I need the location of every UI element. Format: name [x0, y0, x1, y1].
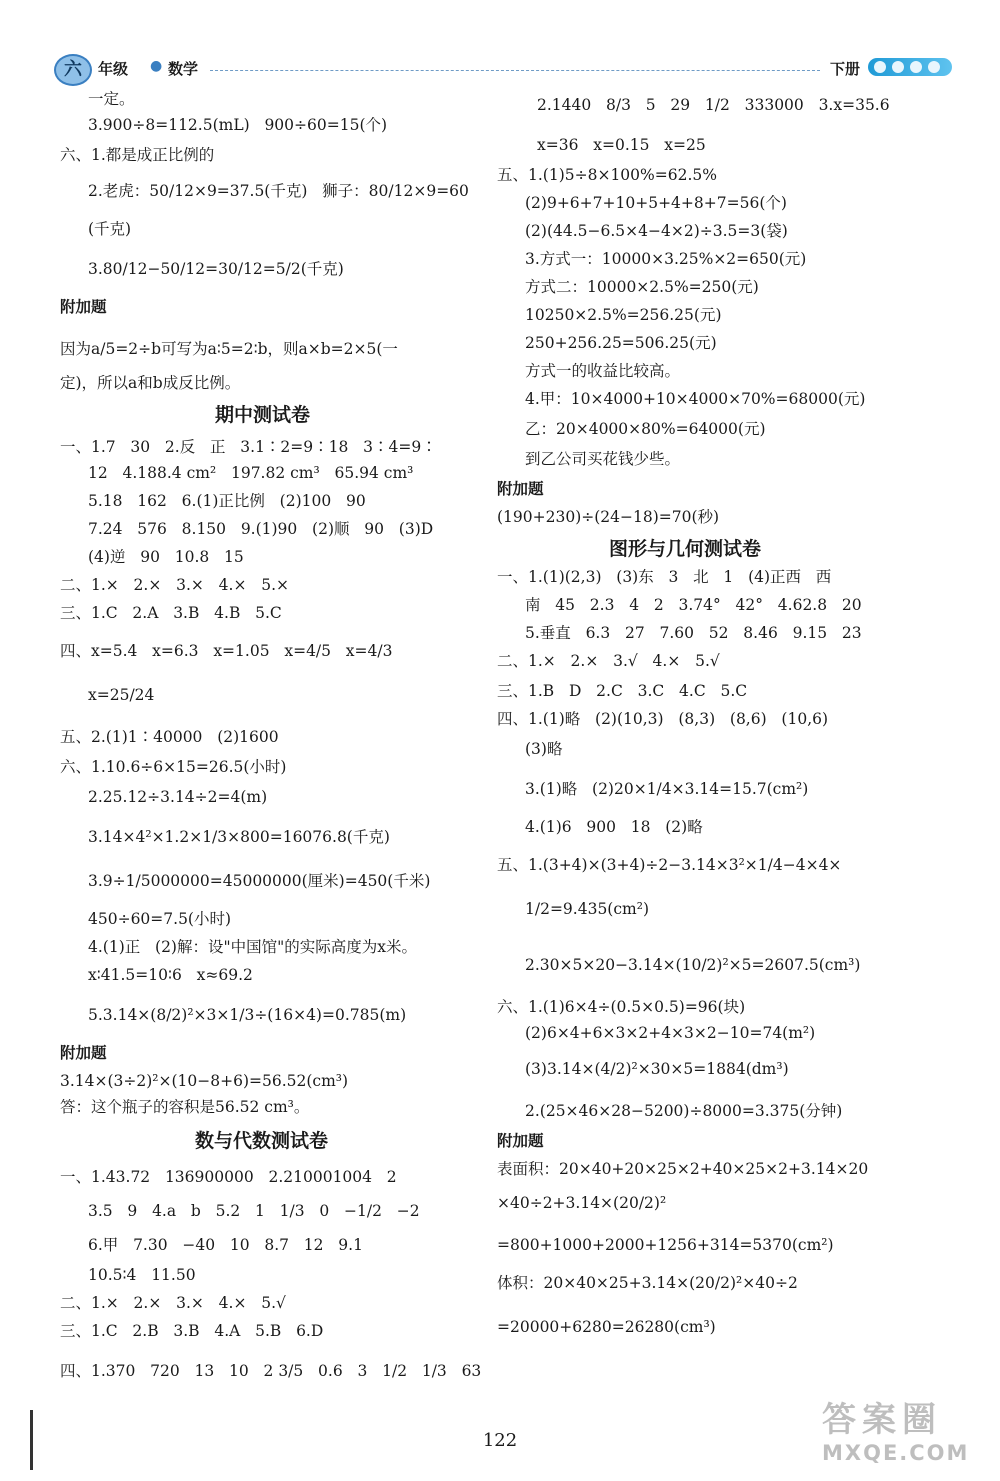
answer-line: 方式一的收益比较高。 [525, 362, 681, 380]
answer-line: 3.14×4²×1.2×1/3×800=16076.8(千克) [88, 828, 390, 846]
answer-line: 六、1.(1)6×4÷(0.5×0.5)=96(块) [497, 998, 746, 1016]
extra-question-heading: 附加题 [497, 1131, 544, 1150]
answer-line: 答：这个瓶子的容积是56.52 cm³。 [60, 1098, 310, 1116]
watermark-title: 答案圈 [822, 1400, 942, 1440]
answer-line: 5.3.14×(8/2)²×3×1/3÷(16×4)=0.785(m) [88, 1006, 407, 1024]
answer-line: 二、1.× 2.× 3.× 4.× 5.× [60, 576, 290, 594]
header-dot-icon: ● [150, 58, 163, 74]
answer-line: 3.9÷1/5000000=45000000(厘米)=450(千米) [88, 872, 431, 890]
page-number: 122 [482, 1430, 518, 1451]
answer-line: 四、x=5.4 x=6.3 x=1.05 x=4/5 x=4/3 [60, 642, 393, 660]
answer-line: 4.甲：10×4000+10×4000×70%=68000(元) [525, 390, 866, 408]
answer-line: (4)逆 90 10.8 15 [88, 548, 244, 566]
answer-line: 定)，所以a和b成反比例。 [60, 374, 241, 392]
answer-line: =20000+6280=26280(cm³) [497, 1318, 716, 1336]
answer-line: 二、1.× 2.× 3.√ 4.× 5.√ [497, 652, 720, 670]
answer-line: 2.25.12÷3.14÷2=4(m) [88, 788, 268, 806]
answer-line: 四、1.370 720 13 10 2 3/5 0.6 3 1/2 1/3 63 [60, 1362, 482, 1380]
answer-line: 五、2.(1)1∶40000 (2)1600 [60, 728, 279, 746]
answer-line: 2.30×5×20−3.14×(10/2)²×5=2607.5(cm³) [525, 956, 861, 974]
answer-line: 三、1.C 2.A 3.B 4.B 5.C [60, 604, 282, 622]
answer-line: 六、1.10.6÷6×15=26.5(小时) [60, 758, 287, 776]
header-decoration-icon [868, 58, 952, 76]
answer-line: 五、1.(3+4)×(3+4)÷2−3.14×3²×1/4−4×4× [497, 856, 842, 874]
answer-line: (2)9+6+7+10+5+4+8+7=56(个) [525, 194, 787, 212]
answer-line: 乙：20×4000×80%=64000(元) [525, 420, 766, 438]
extra-question-heading: 附加题 [497, 479, 544, 498]
answer-line: 3.5 9 4.a b 5.2 1 1/3 0 −1/2 −2 [88, 1202, 420, 1220]
answer-line: 一、1.(1)(2,3) (3)东 3 北 1 (4)正西 西 [497, 568, 832, 586]
answer-line: 7.24 576 8.150 9.(1)90 (2)顺 90 (3)D [88, 520, 434, 538]
answer-line: 一定。 [88, 90, 135, 108]
answer-line: 6.甲 7.30 −40 10 8.7 12 9.1 [88, 1236, 363, 1254]
answer-line: 250+256.25=506.25(元) [525, 334, 717, 352]
watermark-logo [822, 1400, 980, 1472]
answer-line: x∶41.5=10∶6 x≈69.2 [88, 966, 253, 984]
header-volume: 下册 [829, 60, 860, 78]
answer-line: 5.18 162 6.(1)正比例 (2)100 90 [88, 492, 366, 510]
edge-mark [30, 1410, 33, 1470]
answer-line: 表面积：20×40+20×25×2+40×25×2+3.14×20 [497, 1160, 869, 1178]
header-subject: 数学 [168, 60, 199, 78]
section-title: 期中测试卷 [215, 404, 311, 426]
answer-line: 450÷60=7.5(小时) [88, 910, 232, 928]
answer-line: 3.80/12−50/12=30/12=5/2(千克) [88, 260, 344, 278]
answer-line: 2.(25×46×28−5200)÷8000=3.375(分钟) [525, 1102, 843, 1120]
answer-line: 5.垂直 6.3 27 7.60 52 8.46 9.15 23 [525, 624, 862, 642]
answer-line: =800+1000+2000+1256+314=5370(cm²) [497, 1236, 834, 1254]
answer-line: 3.方式一：10000×3.25%×2=650(元) [525, 250, 807, 268]
answer-line: (190+230)÷(24−18)=70(秒) [497, 508, 720, 526]
answer-line: 4.(1)6 900 18 (2)略 [525, 818, 703, 836]
answer-line: 南 45 2.3 4 2 3.74° 42° 4.62.8 20 [525, 596, 862, 614]
answer-line: 2.1440 8/3 5 29 1/2 333000 3.x=35.6 [537, 96, 890, 114]
answer-line: 2.老虎：50/12×9=37.5(千克) 狮子：80/12×9=60 [88, 182, 469, 200]
header-divider [210, 70, 820, 71]
extra-question-heading: 附加题 [60, 297, 107, 316]
answer-line: 12 4.188.4 cm² 197.82 cm³ 65.94 cm³ [88, 464, 414, 482]
answer-line: 1/2=9.435(cm²) [525, 900, 649, 918]
answer-line: 10250×2.5%=256.25(元) [525, 306, 722, 324]
extra-question-heading: 附加题 [60, 1043, 107, 1062]
answer-line: 三、1.B D 2.C 3.C 4.C 5.C [497, 682, 748, 700]
answer-line: 一、1.7 30 2.反 正 3.1∶2=9∶18 3∶4=9∶ [60, 438, 437, 456]
page-header [40, 48, 960, 88]
answer-line: 三、1.C 2.B 3.B 4.A 5.B 6.D [60, 1322, 324, 1340]
answer-line: 因为a/5=2÷b可写为a∶5=2∶b，则a×b=2×5(一 [60, 340, 398, 358]
answer-line: ×40÷2+3.14×(20/2)² [497, 1194, 667, 1212]
answer-line: (2)(44.5−6.5×4−4×2)÷3.5=3(袋) [525, 222, 788, 240]
answer-line: 3.14×(3÷2)²×(10−8+6)=56.52(cm³) [60, 1072, 349, 1090]
answer-line: (3)略 [525, 740, 563, 758]
answer-line: x=25/24 [88, 686, 155, 704]
answer-line: 3.(1)略 (2)20×1/4×3.14=15.7(cm²) [525, 780, 809, 798]
watermark-site: MXQE.COM [822, 1441, 970, 1465]
section-title: 数与代数测试卷 [195, 1130, 329, 1152]
section-title: 图形与几何测试卷 [609, 538, 762, 560]
answer-line: 四、1.(1)略 (2)(10,3) (8,3) (8,6) (10,6) [497, 710, 829, 728]
answer-line: 3.900÷8=112.5(mL) 900÷60=15(个) [88, 116, 388, 134]
answer-line: 10.5∶4 11.50 [88, 1266, 196, 1284]
answer-line: 五、1.(1)5÷8×100%=62.5% [497, 166, 717, 184]
answer-line: x=36 x=0.15 x=25 [537, 136, 706, 154]
answer-line: (3)3.14×(4/2)²×30×5=1884(dm³) [525, 1060, 789, 1078]
answer-line: (千克) [88, 220, 132, 238]
answer-line: 到乙公司买花钱少些。 [525, 450, 681, 468]
header-grade: 年级 [98, 60, 129, 78]
answer-line: 一、1.43.72 136900000 2.210001004 2 [60, 1168, 397, 1186]
answer-line: 方式二：10000×2.5%=250(元) [525, 278, 759, 296]
answer-line: 六、1.都是成正比例的 [60, 146, 215, 164]
answer-line: 二、1.× 2.× 3.× 4.× 5.√ [60, 1294, 286, 1312]
grade-badge-icon: 六 [54, 54, 92, 86]
answer-line: 4.(1)正 (2)解：设"中国馆"的实际高度为x米。 [88, 938, 417, 956]
answer-line: (2)6×4+6×3×2+4×3×2−10=74(m²) [525, 1024, 816, 1042]
answer-line: 体积：20×40×25+3.14×(20/2)²×40÷2 [497, 1274, 798, 1292]
